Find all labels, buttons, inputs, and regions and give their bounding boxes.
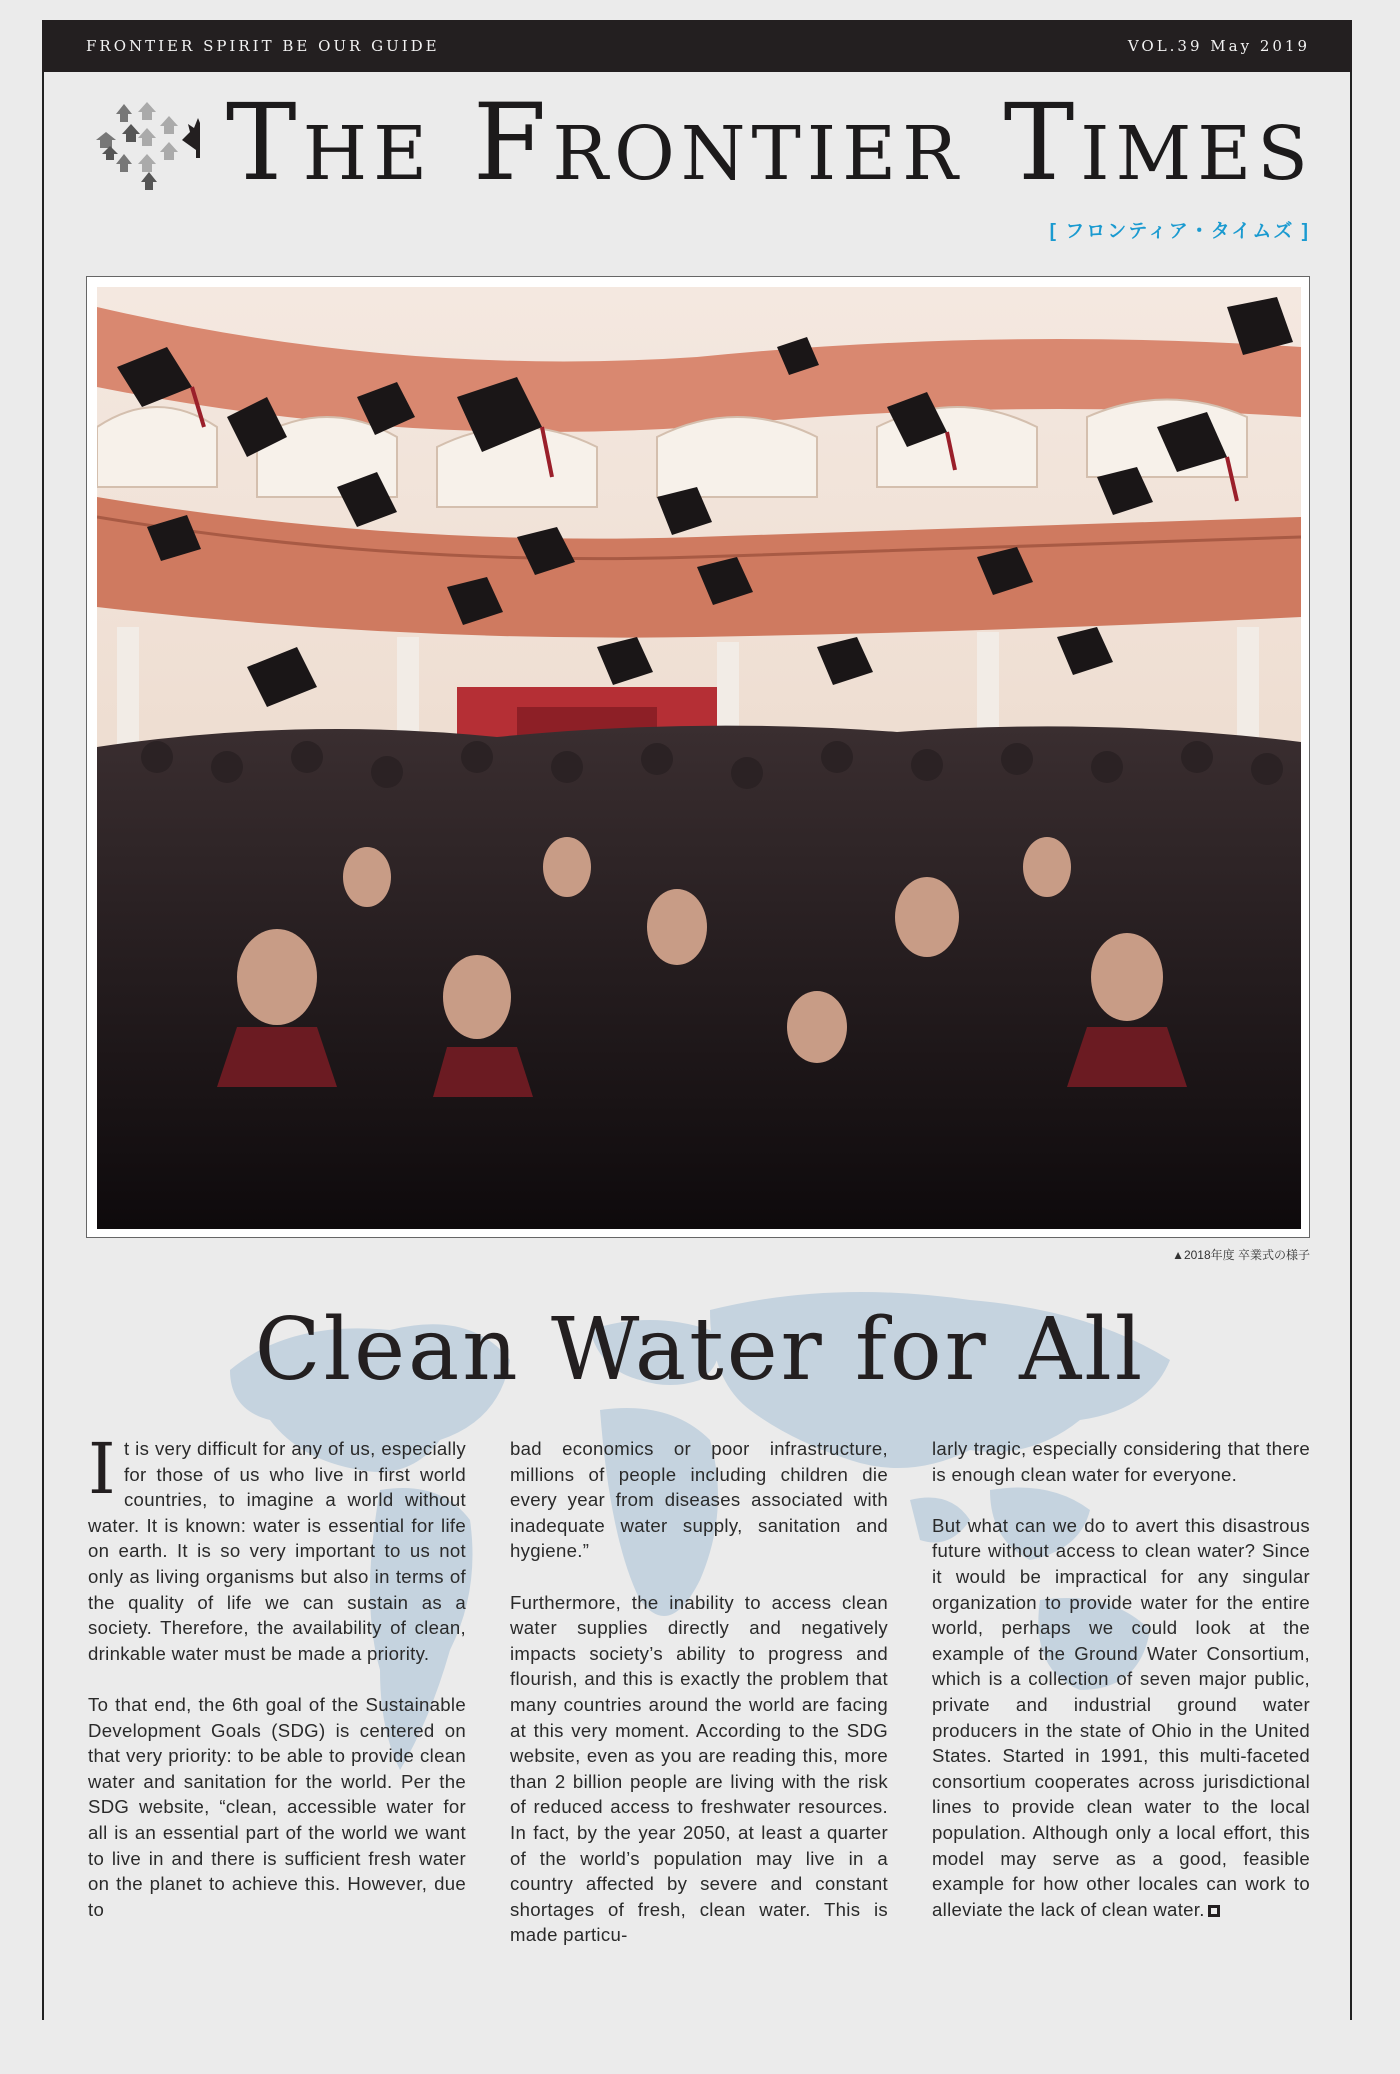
paragraph: bad economics or poor infrastructure, millions of people including children die every year from diseases associated with inadequate water supply, sanitation and hygiene.” — [510, 1438, 888, 1562]
maple-leaf-logo-icon — [86, 94, 200, 208]
paragraph: Furthermore, the inability to access clean water supplies directly and negatively impacts society’s ability to progress and flourish, and this is exactly the problem that many countries around the world are facing at this very moment. According to the SDG website, even as you are reading this, more than 2 billion people are living with the risk of reduced access to freshwater resources. In fact, by the year 2050, at least a quarter of the world’s population may live in a country affected by severe and constant shortages of fresh, clean water. This is made particu- — [510, 1591, 888, 1946]
end-of-article-icon — [1208, 1905, 1220, 1917]
article-headline: Clean Water for All — [254, 1300, 1146, 1400]
photo-caption: ▲2018年度 卒業式の様子 — [1172, 1248, 1310, 1262]
paragraph: larly tragic, especially considering that there is enough clean water for everyone. — [932, 1438, 1310, 1485]
drop-cap: I — [88, 1428, 116, 1510]
top-banner — [42, 20, 1352, 72]
graduation-scene-illustration — [97, 287, 1301, 1229]
graduation-photo — [97, 287, 1301, 1229]
newspaper-title: The Frontier Times — [225, 81, 1314, 204]
article-column-1 — [88, 1428, 466, 1956]
issue-info: VOL.39 May 2019 — [1127, 37, 1310, 55]
article-column-3 — [932, 1436, 1310, 1956]
article-body — [88, 1428, 1310, 1956]
newspaper-subtitle: [ フロンティア・タイムズ ] — [1049, 221, 1310, 242]
paragraph: t is very difficult for any of us, especially for those of us who live in first world countries, to imagine a world without water. It is known: water is essential for life on earth. It is so very important to us not only as living organisms but also in terms of the quality of life we can sustain as a society. Therefore, the availability of clean, drinkable water must be made a priority. — [88, 1438, 466, 1664]
hero-photo-frame — [86, 276, 1310, 1238]
article-column-2 — [510, 1436, 888, 1956]
paragraph: To that end, the 6th goal of the Sustainable Development Goals (SDG) is centered on that very priority: to be able to provide clean water and sanitation for the world. Per the SDG website, “clean, accessible water for all is an essential part of the world we want to live in and there is sufficient fresh water on the planet to achieve this. However, due to — [88, 1693, 466, 1920]
masthead — [86, 81, 1314, 248]
motto: FRONTIER SPIRIT BE OUR GUIDE — [86, 37, 440, 55]
paragraph: But what can we do to avert this disastrous future without access to clean water? Since it would be impractical for any singular organization to provide water for the entire world, perhaps we could look at the example of the Ground Water Consortium, which is a collection of seven major public, private and industrial ground water producers in the state of Ohio in the United States. Started in 1991, this multi-faceted consortium cooperates across jurisdictional lines to provide clean water to the local population. Although only a local effort, this model may serve as a good, feasible example for how other locales can work to alleviate the lack of clean water. — [932, 1514, 1310, 1920]
